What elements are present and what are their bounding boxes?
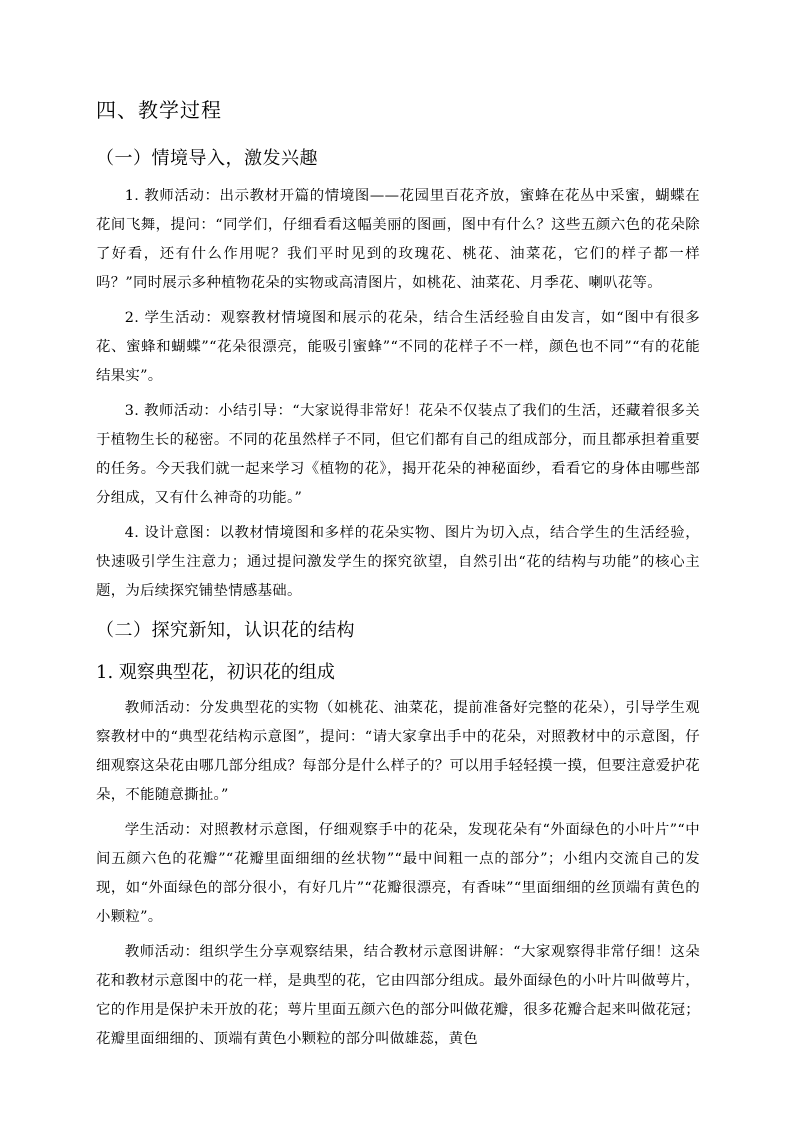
paragraph: 2. 学生活动：观察教材情境图和展示的花朵，结合生活经验自由发言，如“图中有很多花、蜜蜂和蝴蝶”“花朵很漂亮，能吸引蜜蜂”“不同的花样子不一样，颜色也不同”“有的花能结果实”。 xyxy=(96,310,700,384)
paragraph: 学生活动：对照教材示意图，仔细观察手中的花朵，发现花朵有“外面绿色的小叶片”“中间五颜六色的花瓣”“花瓣里面细细的丝状物”“最中间粗一点的部分”；小组内交流自己的发现，如“外面绿色的部分很小，有好几片”“花瓣很漂亮，有香味”“里面细细的丝顶端有黄色的小颗粒”。 xyxy=(96,822,700,925)
document-body xyxy=(96,96,700,1060)
part2-subheading: 1. 观察典型花，初识花的组成 xyxy=(96,662,335,683)
paragraph: 1. 教师活动：出示教材开篇的情境图——花园里百花齐放，蜜蜂在花丛中采蜜，蝴蝶在花间飞舞，提问：“同学们，仔细看看这幅美丽的图画，图中有什么？这些五颜六色的花朵除了好看，还有什么作用呢？我们平时见到的玫瑰花、桃花、油菜花，它们的样子都一样吗？”同时展示多种植物花朵的实物或高清图片，如桃花、油菜花、月季花、喇叭花等。 xyxy=(96,188,700,291)
paragraph: 教师活动：组织学生分享观察结果，结合教材示意图讲解：“大家观察得非常仔细！这朵花和教材示意图中的花一样，是典型的花，它由四部分组成。最外面绿色的小叶片叫做萼片，它的作用是保护未开放的花；萼片里面五颜六色的部分叫做花瓣，很多花瓣合起来叫做花冠；花瓣里面细细的、顶端有黄色小颗粒的部分叫做雄蕊，黄色 xyxy=(96,944,700,1047)
part2-heading: （二）探究新知，认识花的结构 xyxy=(96,620,355,641)
paragraph: 4. 设计意图：以教材情境图和多样的花朵实物、图片为切入点，结合学生的生活经验，快速吸引学生注意力；通过提问激发学生的探究欲望，自然引出“花的结构与功能”的核心主题，为后续探究铺垫情感基础。 xyxy=(96,525,700,599)
section-title: 四、教学过程 xyxy=(96,98,222,122)
paragraph: 3. 教师活动：小结引导：“大家说得非常好！花朵不仅装点了我们的生活，还藏着很多关于植物生长的秘密。不同的花虽然样子不同，但它们都有自己的组成部分，而且都承担着重要的任务。今天我们就一起来学习《植物的花》，揭开花朵的神秘面纱，看看它的身体由哪些部分组成，又有什么神奇的功能。” xyxy=(96,403,700,506)
paragraph: 教师活动：分发典型花的实物（如桃花、油菜花，提前准备好完整的花朵），引导学生观察教材中的“典型花结构示意图”，提问：“请大家拿出手中的花朵，对照教材中的示意图，仔细观察这朵花由哪几部分组成？每部分是什么样子的？可以用手轻轻摸一摸，但要注意爱护花朵，不能随意撕扯。” xyxy=(96,700,700,803)
part1-heading: （一）情境导入，激发兴趣 xyxy=(96,148,318,169)
